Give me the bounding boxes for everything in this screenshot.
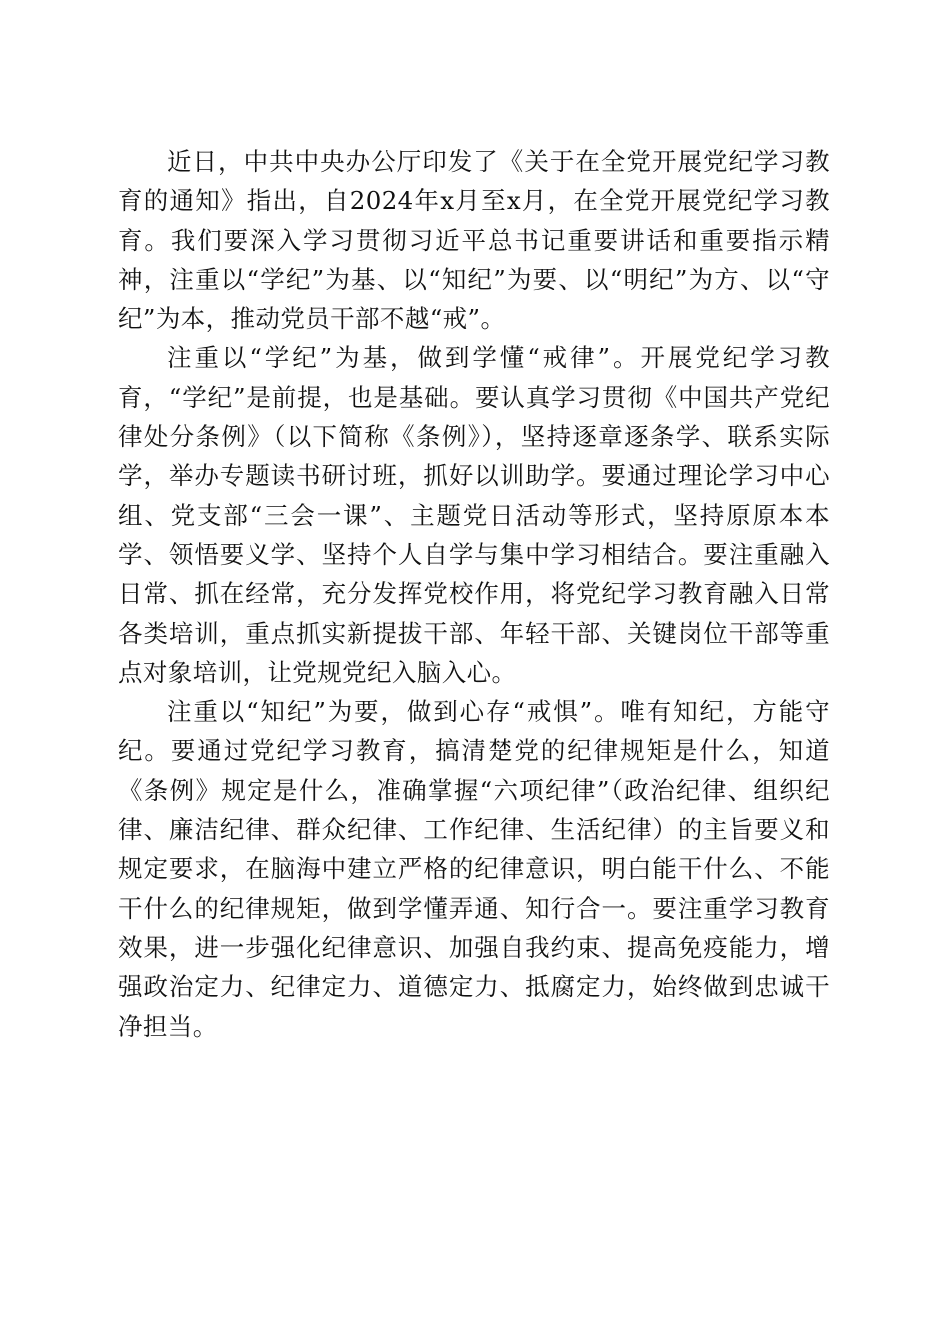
document-body	[118, 142, 830, 1046]
paragraph-know-discipline: 注重以“知纪”为要，做到心存“戒惧”。唯有知纪，方能守纪。要通过党纪学习教育，搞清楚党的纪律规矩是什么，知道《条例》规定是什么，准确掌握“六项纪律”（政治纪律、组织纪律、廉洁纪律、群众纪律、工作纪律、生活纪律）的主旨要义和规定要求，在脑海中建立严格的纪律意识，明白能干什么、不能干什么的纪律规矩，做到学懂弄通、知行合一。要注重学习教育效果，进一步强化纪律意识、加强自我约束、提高免疫能力，增强政治定力、纪律定力、道德定力、抵腐定力，始终做到忠诚干净担当。	[118, 697, 830, 1041]
paragraph-learn-discipline: 注重以“学纪”为基，做到学懂“戒律”。开展党纪学习教育，“学纪”是前提，也是基础。要认真学习贯彻《中国共产党纪律处分条例》（以下简称《条例》），坚持逐章逐条学、联系实际学，举办专题读书研讨班，抓好以训助学。要通过理论学习中心组、党支部“三会一课”、主题党日活动等形式，坚持原原本本学、领悟要义学、坚持个人自学与集中学习相结合。要注重融入日常、抓在经常，充分发挥党校作用，将党纪学习教育融入日常各类培训，重点抓实新提拔干部、年轻干部、关键岗位干部等重点对象培训，让党规党纪入脑入心。	[118, 343, 830, 687]
paragraph-intro: 近日，中共中央办公厅印发了《关于在全党开展党纪学习教育的通知》指出，自2024年x月至x月，在全党开展党纪学习教育。我们要深入学习贯彻习近平总书记重要讲话和重要指示精神，注重以“学纪”为基、以“知纪”为要、以“明纪”为方、以“守纪”为本，推动党员干部不越“戒”。	[118, 147, 830, 334]
